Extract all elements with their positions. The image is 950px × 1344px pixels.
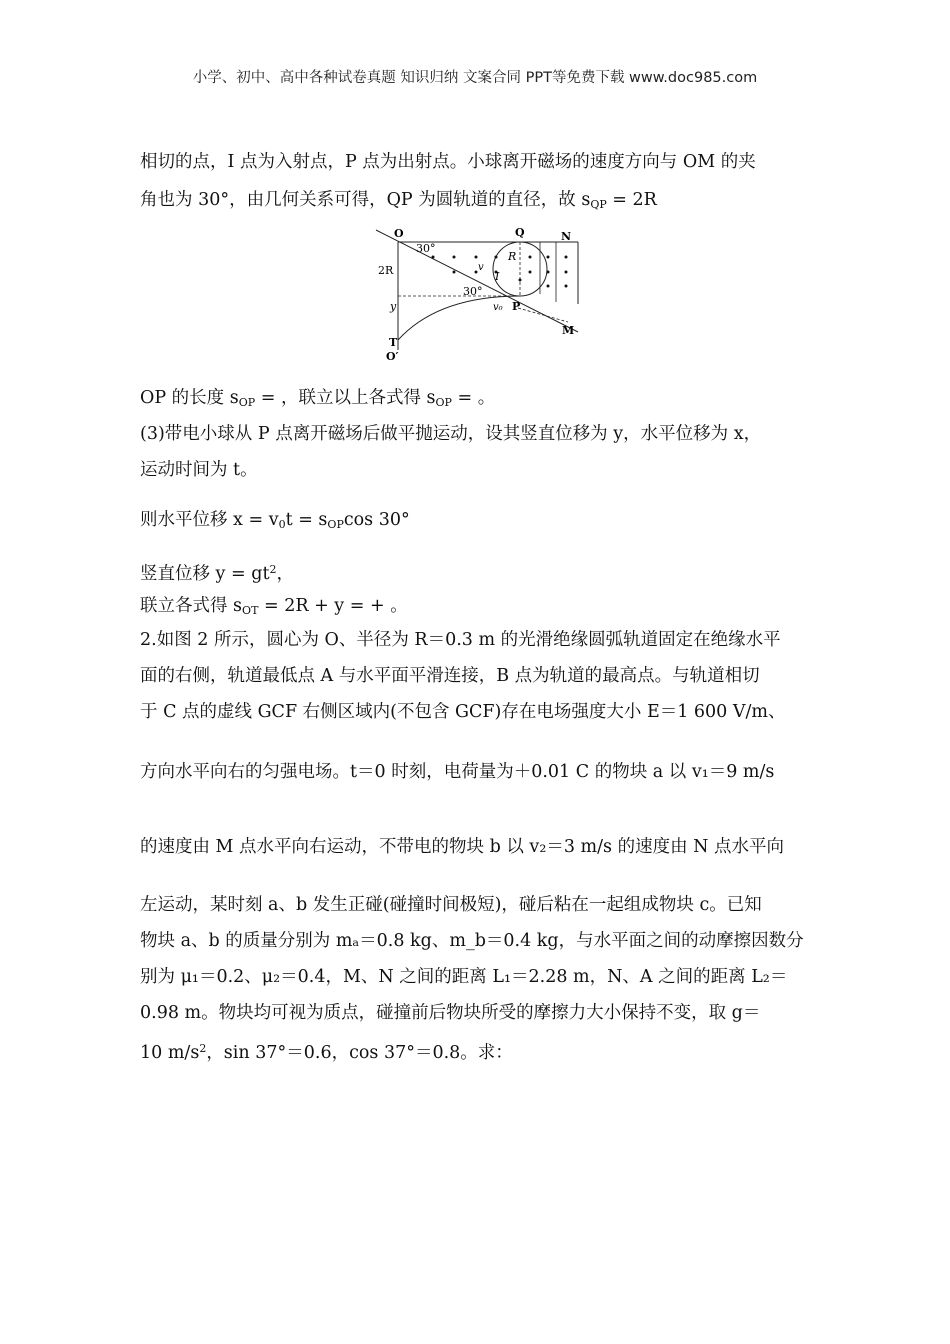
text-run: 10 m/s [140,1043,200,1063]
paragraph-line-4: (3)带电小球从 P 点离开磁场后做平抛运动，设其竖直位移为 y，水平位移为 x， [140,424,762,444]
label-y: y [390,300,397,313]
magnetic-field-diagram [368,222,588,362]
label-m: M [562,324,575,337]
subscript: OP [435,396,452,409]
label-o: O [394,227,404,240]
label-angle-mid: 30° [463,285,483,298]
text-run: 联立各式得 s [140,596,243,616]
question-2-line-2: 面的右侧，轨道最低点 A 与水平面平滑连接，B 点为轨道的最高点。与轨道相切 [140,666,760,686]
text-run: 竖直位移 y = gt [140,564,270,584]
superscript: 2 [269,563,277,576]
text-run: ，sin 37°＝0.6，cos 37°＝0.8。求： [206,1043,513,1063]
label-r: R [508,250,517,263]
text-run: = 2R + y = + 。 [258,596,408,616]
text-run: = ，联立以上各式得 s [255,388,436,408]
label-q: Q [515,226,525,239]
text-run: ， [276,564,294,584]
paragraph-line-2 [140,188,830,217]
subscript: OT [242,604,259,617]
paragraph-line-8 [140,594,830,623]
question-2-line-3: 于 C 点的虚线 GCF 右侧区域内(不包含 GCF)存在电场强度大小 E＝1 600 V/m、 [140,702,786,722]
text-run: OP 的长度 s [140,388,239,408]
subscript: OP [238,396,256,409]
question-2-line-9: 0.98 m。物块均可视为质点，碰撞前后物块所受的摩擦力大小保持不变，取 g＝ [140,1003,761,1023]
field-dots [432,256,568,288]
label-v: v [478,262,484,273]
question-2-line-5: 的速度由 M 点水平向右运动，不带电的物块 b 以 v₂＝3 m/s 的速度由 N 点水平向 [140,837,785,857]
label-v0: v₀ [493,302,503,313]
paragraph-line-1: 相切的点，I 点为入射点，P 点为出射点。小球离开磁场的速度方向与 OM 的夹 [140,152,756,172]
question-2-line-8: 别为 μ₁＝0.2、μ₂＝0.4，M、N 之间的距离 L₁＝2.28 m，N、A 之间的距离 L₂＝ [140,967,788,987]
label-n: N [561,230,572,243]
subscript: OP [327,518,344,531]
paragraph-line-7 [140,558,830,586]
question-2-line-7: 物块 a、b 的质量分别为 mₐ＝0.8 kg、m_b＝0.4 kg，与水平面之间的动摩擦因数分 [140,931,804,951]
label-o-prime: O′ [386,350,399,362]
text-run: 角也为 30°，由几何关系可得，QP 为圆轨道的直径，故 s [140,190,591,210]
label-angle-top: 30° [416,242,436,255]
question-2-line-6: 左运动，某时刻 a、b 发生正碰(碰撞时间极短)，碰后粘在一起组成物块 c。已知 [140,895,762,915]
question-2-line-1: 2.如图 2 所示，圆心为 O、半径为 R＝0.3 m 的光滑绝缘圆弧轨道固定在绝缘水平 [140,630,781,650]
paragraph-line-6 [140,508,830,537]
label-2r: 2R [378,264,394,277]
superscript: 2 [199,1042,207,1055]
question-2-line-10 [140,1037,830,1065]
question-2-line-4: 方向水平向右的匀强电场。t＝0 时刻，电荷量为＋0.01 C 的物块 a 以 v₁＝9 m/s [140,762,775,782]
subscript: QP [590,198,607,211]
paragraph-line-3 [140,386,830,415]
text-run: 则水平位移 x = v [140,510,279,530]
page-header: 小学、初中、高中各种试卷真题 知识归纳 文案合同 PPT等免费下载 www.doc985.com [192,70,758,86]
text-run: cos 30° [343,510,410,530]
subscript: 0 [278,518,286,531]
text-run: = 。 [451,388,496,408]
paragraph-line-5: 运动时间为 t。 [140,460,258,480]
label-t: T [389,336,398,349]
text-run: t = s [285,510,328,530]
dashed-line-pm [518,308,568,322]
label-p: P [512,300,521,313]
label-i: I [495,270,500,283]
text-run: = 2R [606,190,657,210]
